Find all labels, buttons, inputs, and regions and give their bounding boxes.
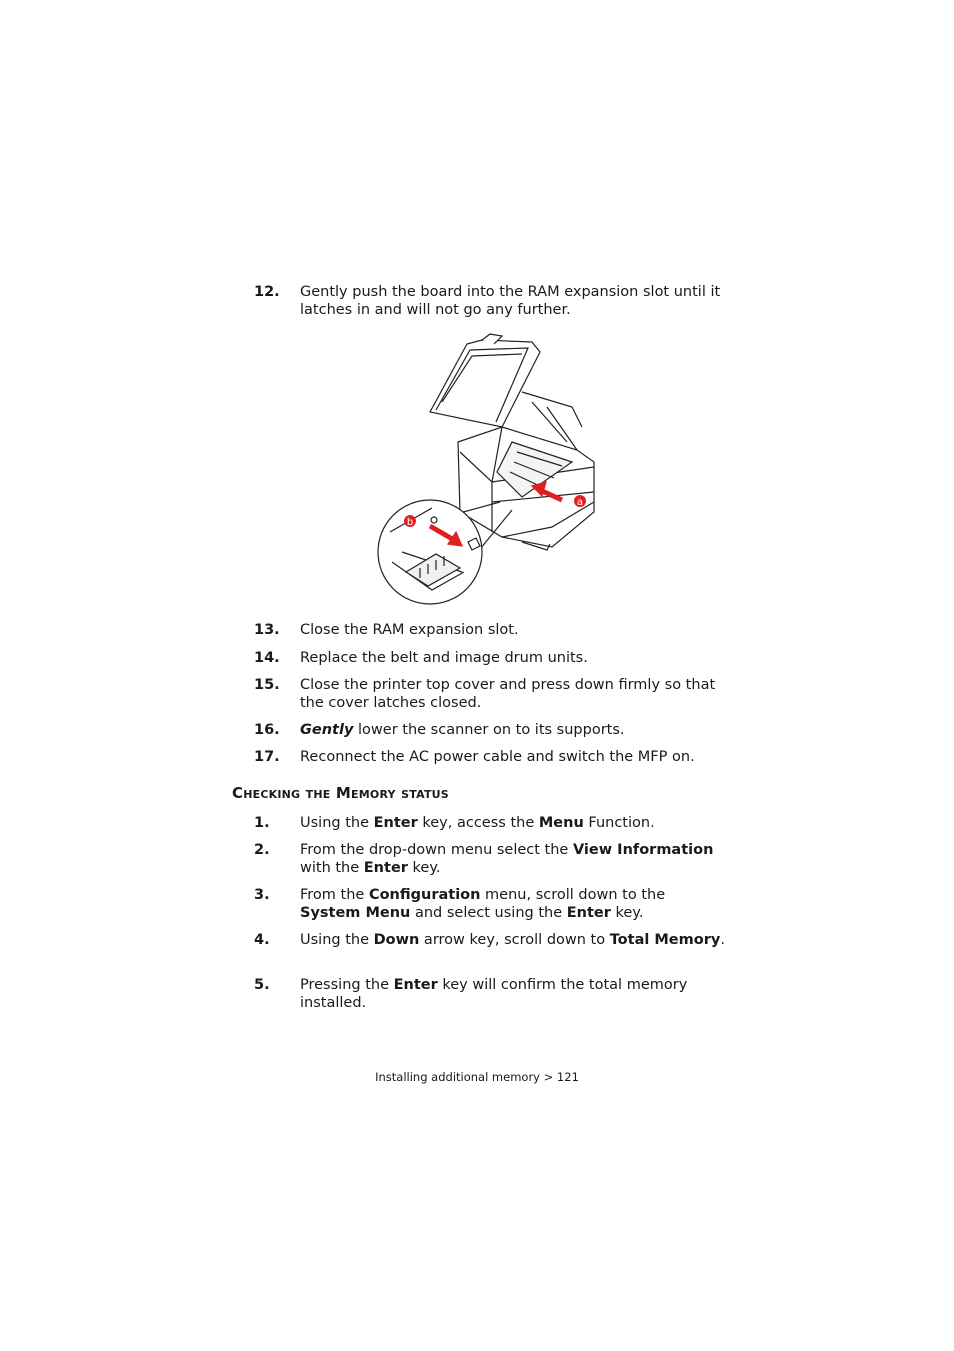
text-run: Menu — [538, 815, 584, 831]
step-text — [300, 284, 730, 319]
text-run: . — [720, 932, 725, 948]
text-run: Gently — [300, 722, 354, 738]
text-run: System Menu — [300, 904, 411, 921]
step-text — [300, 650, 730, 668]
step-number: 3. — [254, 887, 270, 903]
text-run: key. — [610, 904, 644, 921]
step-number: 5. — [254, 977, 270, 993]
text-run: lower the scanner on to its supports. — [353, 722, 625, 738]
text-run: Pressing the — [300, 977, 394, 993]
step-text — [300, 977, 730, 1012]
text-run: Close the RAM expansion slot. — [300, 622, 519, 638]
step-number: 1. — [254, 815, 270, 831]
step-number: 2. — [254, 842, 270, 858]
text-run: arrow key, scroll down to — [419, 932, 610, 948]
callout-a: a — [576, 497, 584, 508]
text-run: Configuration — [368, 887, 481, 903]
text-run: View Information — [572, 842, 714, 858]
text-run: Total Memory — [609, 932, 721, 948]
step-text — [300, 677, 730, 712]
step-number: 17. — [254, 749, 280, 765]
section-heading: Checking the Memory status — [232, 784, 449, 802]
step-text — [300, 932, 730, 950]
step-text — [300, 622, 730, 640]
printer-ram-illustration — [372, 332, 602, 610]
text-run: Down — [373, 932, 420, 948]
text-run: and select using the — [410, 904, 567, 921]
text-run: key will confirm the total memory installed. — [300, 977, 688, 1011]
text-run: key. — [407, 859, 441, 876]
text-run: Reconnect the AC power cable and switch the MFP on. — [300, 749, 695, 765]
step-number: 15. — [254, 677, 280, 693]
text-run: From the — [300, 887, 369, 903]
text-run: Using the — [300, 932, 374, 948]
step-number: 13. — [254, 622, 280, 638]
page-footer: Installing additional memory > 121 — [375, 1070, 579, 1084]
text-run: Enter — [373, 815, 418, 831]
step-number: 14. — [254, 650, 280, 666]
step-text — [300, 887, 730, 922]
text-run: Close the printer top cover and press down firmly so that the cover latches closed. — [300, 677, 716, 711]
text-run: Using the — [300, 815, 374, 831]
step-text — [300, 815, 730, 833]
text-run: with the — [300, 859, 364, 876]
text-run: menu, scroll down to the — [480, 887, 666, 903]
text-run: From the drop-down menu select the — [300, 842, 573, 858]
text-run: key, access the — [417, 815, 539, 831]
callout-b: b — [406, 517, 414, 528]
text-run: Enter — [566, 904, 611, 921]
text-run: Gently push the board into the RAM expansion slot until it latches in and will not go any further. — [300, 284, 721, 318]
step-number: 4. — [254, 932, 270, 948]
step-number: 16. — [254, 722, 280, 738]
text-run: Enter — [363, 859, 408, 876]
step-number: 12. — [254, 284, 280, 300]
step-text — [300, 842, 730, 877]
text-run: Replace the belt and image drum units. — [300, 650, 588, 666]
text-run: Enter — [393, 977, 438, 993]
step-text — [300, 749, 730, 767]
text-run: Function. — [583, 815, 655, 831]
step-text — [300, 722, 730, 740]
